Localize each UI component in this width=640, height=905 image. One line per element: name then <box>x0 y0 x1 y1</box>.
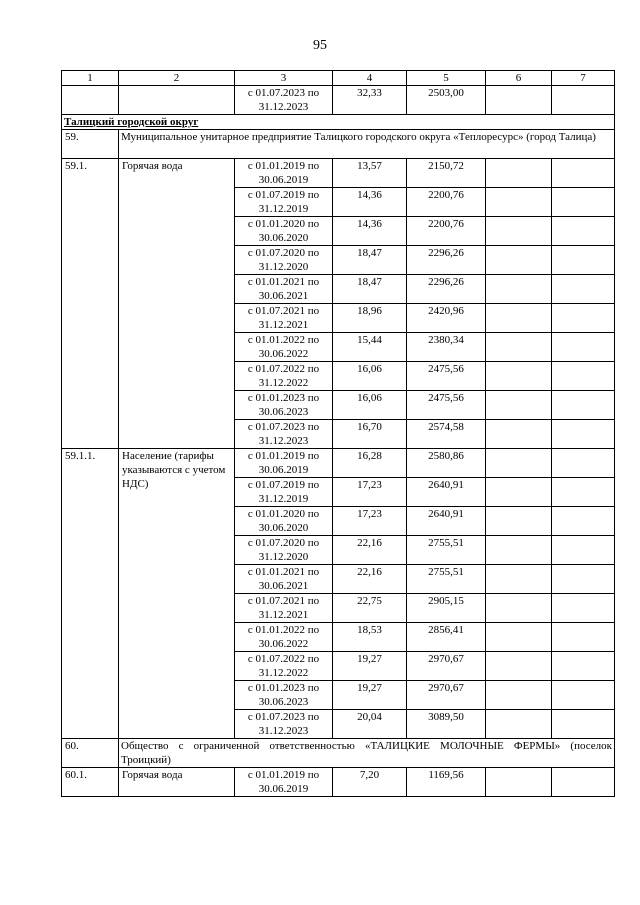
empty-cell <box>486 478 552 507</box>
period-cell: с 01.07.2021 по 31.12.2021 <box>235 594 333 623</box>
value-cell: 1169,56 <box>407 768 486 797</box>
value-cell: 15,44 <box>333 333 407 362</box>
tariff-table <box>61 70 615 797</box>
column-header: 2 <box>119 71 235 86</box>
value-cell: 2150,72 <box>407 159 486 188</box>
empty-cell <box>486 449 552 478</box>
period-cell: с 01.07.2020 по 31.12.2020 <box>235 246 333 275</box>
empty-cell <box>552 188 615 217</box>
value-cell: 22,16 <box>333 536 407 565</box>
empty-cell <box>552 681 615 710</box>
value-cell: 13,57 <box>333 159 407 188</box>
empty-cell <box>552 507 615 536</box>
empty-cell <box>486 275 552 304</box>
value-cell: 2755,51 <box>407 536 486 565</box>
empty-cell <box>552 449 615 478</box>
column-header: 5 <box>407 71 486 86</box>
row-number: 59.1.1. <box>62 449 119 739</box>
value-cell: 18,47 <box>333 275 407 304</box>
period-cell: с 01.01.2023 по 30.06.2023 <box>235 391 333 420</box>
period-cell: с 01.07.2023 по 31.12.2023 <box>235 86 333 115</box>
empty-cell <box>552 391 615 420</box>
value-cell: 19,27 <box>333 652 407 681</box>
page-number: 95 <box>313 38 327 53</box>
row-number <box>62 86 119 115</box>
value-cell: 18,96 <box>333 304 407 333</box>
table-row <box>62 449 615 478</box>
row-number: 60. <box>62 739 119 768</box>
empty-cell <box>486 507 552 536</box>
section-row <box>62 115 615 130</box>
period-cell: с 01.01.2021 по 30.06.2021 <box>235 275 333 304</box>
empty-cell <box>486 246 552 275</box>
period-cell: с 01.01.2019 по 30.06.2019 <box>235 768 333 797</box>
value-cell: 2574,58 <box>407 420 486 449</box>
empty-cell <box>552 275 615 304</box>
period-cell: с 01.01.2019 по 30.06.2019 <box>235 449 333 478</box>
value-cell: 2905,15 <box>407 594 486 623</box>
value-cell: 2296,26 <box>407 275 486 304</box>
value-cell: 20,04 <box>333 710 407 739</box>
organization-name: Общество с ограниченной ответственностью «ТАЛИЦКИЕ МОЛОЧНЫЕ ФЕРМЫ» (поселок Троицкий) <box>119 739 615 768</box>
period-cell: с 01.07.2019 по 31.12.2019 <box>235 188 333 217</box>
value-cell: 16,70 <box>333 420 407 449</box>
organization-name: Муниципальное унитарное предприятие Талицкого городского округа «Теплоресурс» (город Талица) <box>119 130 615 159</box>
row-label: Горячая вода <box>119 768 235 797</box>
period-cell: с 01.07.2023 по 31.12.2023 <box>235 420 333 449</box>
period-cell: с 01.07.2022 по 31.12.2022 <box>235 362 333 391</box>
empty-cell <box>486 652 552 681</box>
empty-cell <box>552 420 615 449</box>
empty-cell <box>486 420 552 449</box>
value-cell: 2200,76 <box>407 188 486 217</box>
period-cell: с 01.01.2023 по 30.06.2023 <box>235 681 333 710</box>
value-cell: 18,47 <box>333 246 407 275</box>
empty-cell <box>552 565 615 594</box>
value-cell: 3089,50 <box>407 710 486 739</box>
value-cell: 2640,91 <box>407 478 486 507</box>
empty-cell <box>552 768 615 797</box>
value-cell: 16,28 <box>333 449 407 478</box>
column-header: 3 <box>235 71 333 86</box>
value-cell: 2856,41 <box>407 623 486 652</box>
value-cell: 14,36 <box>333 188 407 217</box>
value-cell: 19,27 <box>333 681 407 710</box>
row-label: Горячая вода <box>119 159 235 449</box>
value-cell: 2475,56 <box>407 391 486 420</box>
empty-cell <box>552 217 615 246</box>
value-cell: 18,53 <box>333 623 407 652</box>
row-number: 59.1. <box>62 159 119 449</box>
period-cell: с 01.07.2020 по 31.12.2020 <box>235 536 333 565</box>
empty-cell <box>486 623 552 652</box>
value-cell: 2380,34 <box>407 333 486 362</box>
section-title: Талицкий городской округ <box>62 115 615 130</box>
period-cell: с 01.01.2020 по 30.06.2020 <box>235 217 333 246</box>
period-cell: с 01.01.2022 по 30.06.2022 <box>235 623 333 652</box>
empty-cell <box>486 217 552 246</box>
empty-cell <box>552 362 615 391</box>
value-cell: 2200,76 <box>407 217 486 246</box>
empty-cell <box>486 86 552 115</box>
organization-row <box>62 130 615 159</box>
period-cell: с 01.07.2022 по 31.12.2022 <box>235 652 333 681</box>
empty-cell <box>486 159 552 188</box>
value-cell: 16,06 <box>333 362 407 391</box>
value-cell: 17,23 <box>333 507 407 536</box>
organization-row <box>62 739 615 768</box>
period-cell: с 01.01.2022 по 30.06.2022 <box>235 333 333 362</box>
value-cell: 2755,51 <box>407 565 486 594</box>
value-cell: 17,23 <box>333 478 407 507</box>
row-number: 60.1. <box>62 768 119 797</box>
empty-cell <box>486 304 552 333</box>
empty-cell <box>486 681 552 710</box>
row-label: Население (тарифы указываются с учетом НДС) <box>119 449 235 739</box>
empty-cell <box>552 536 615 565</box>
empty-cell <box>552 304 615 333</box>
value-cell: 2580,86 <box>407 449 486 478</box>
empty-cell <box>486 710 552 739</box>
value-cell: 7,20 <box>333 768 407 797</box>
table-row <box>62 768 615 797</box>
empty-cell <box>486 768 552 797</box>
period-cell: с 01.01.2020 по 30.06.2020 <box>235 507 333 536</box>
empty-cell <box>486 391 552 420</box>
empty-cell <box>486 594 552 623</box>
period-cell: с 01.01.2019 по 30.06.2019 <box>235 159 333 188</box>
empty-cell <box>552 594 615 623</box>
row-number: 59. <box>62 130 119 159</box>
empty-cell <box>486 188 552 217</box>
empty-cell <box>552 478 615 507</box>
column-header: 4 <box>333 71 407 86</box>
period-cell: с 01.01.2021 по 30.06.2021 <box>235 565 333 594</box>
value-cell: 2475,56 <box>407 362 486 391</box>
empty-cell <box>552 710 615 739</box>
value-cell: 14,36 <box>333 217 407 246</box>
value-cell: 2296,26 <box>407 246 486 275</box>
empty-cell <box>552 333 615 362</box>
empty-cell <box>552 86 615 115</box>
empty-cell <box>486 536 552 565</box>
empty-cell <box>486 333 552 362</box>
empty-cell <box>552 246 615 275</box>
value-cell: 2970,67 <box>407 652 486 681</box>
value-cell: 2420,96 <box>407 304 486 333</box>
period-cell: с 01.07.2019 по 31.12.2019 <box>235 478 333 507</box>
value-cell: 2640,91 <box>407 507 486 536</box>
value-cell: 32,33 <box>333 86 407 115</box>
period-cell: с 01.07.2021 по 31.12.2021 <box>235 304 333 333</box>
value-cell: 22,75 <box>333 594 407 623</box>
column-header: 6 <box>486 71 552 86</box>
value-cell: 2503,00 <box>407 86 486 115</box>
column-header: 1 <box>62 71 119 86</box>
table-row <box>62 159 615 188</box>
empty-cell <box>552 159 615 188</box>
column-header: 7 <box>552 71 615 86</box>
value-cell: 2970,67 <box>407 681 486 710</box>
header-row <box>62 71 615 86</box>
value-cell: 16,06 <box>333 391 407 420</box>
value-cell: 22,16 <box>333 565 407 594</box>
empty-cell <box>486 362 552 391</box>
period-cell: с 01.07.2023 по 31.12.2023 <box>235 710 333 739</box>
table-row <box>62 86 615 115</box>
row-label <box>119 86 235 115</box>
empty-cell <box>552 652 615 681</box>
empty-cell <box>552 623 615 652</box>
empty-cell <box>486 565 552 594</box>
